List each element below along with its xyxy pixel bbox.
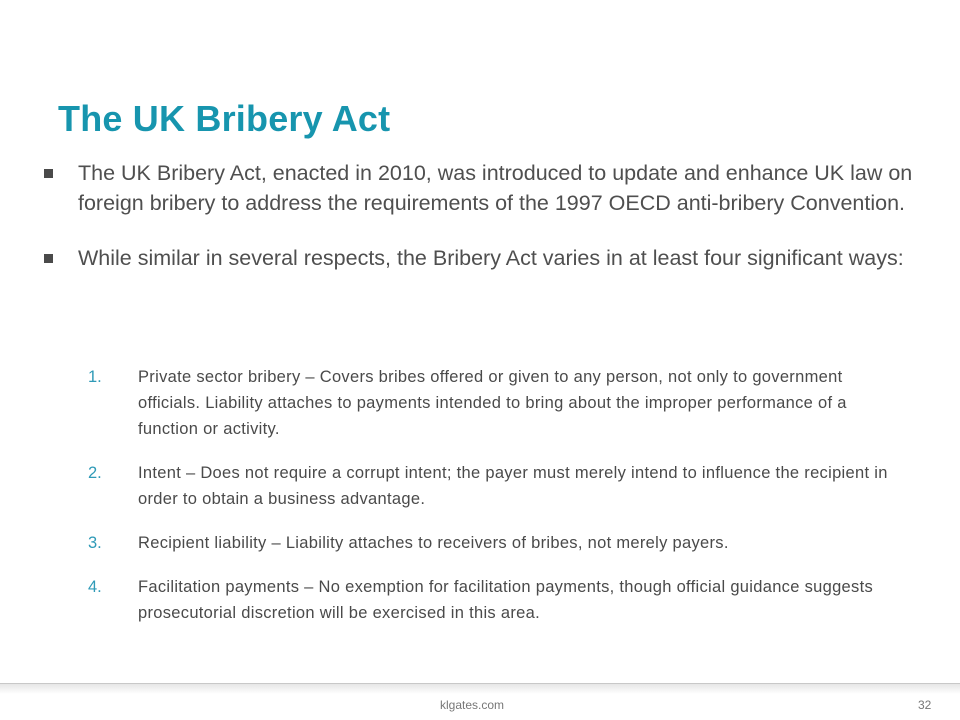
numbered-list bbox=[88, 364, 888, 626]
list-number: 1. bbox=[88, 368, 102, 386]
list-number: 4. bbox=[88, 578, 102, 596]
bullet-text: While similar in several respects, the Bribery Act varies in at least four significant ways: bbox=[78, 246, 904, 270]
footer-divider bbox=[0, 683, 960, 694]
list-text: Recipient liability – Liability attaches to receivers of bribes, not merely payers. bbox=[138, 534, 729, 552]
list-text: Facilitation payments – No exemption for facilitation payments, though official guidance suggests prosecutorial discretion will be exercised in this area. bbox=[138, 578, 874, 622]
bullet-item bbox=[44, 243, 924, 273]
list-item bbox=[88, 530, 888, 556]
page-number: 32 bbox=[918, 698, 932, 712]
list-item bbox=[88, 364, 888, 442]
list-item bbox=[88, 460, 888, 512]
bullet-list bbox=[44, 158, 924, 273]
bullet-item bbox=[44, 158, 924, 218]
list-text: Intent – Does not require a corrupt intent; the payer must merely intend to influence the recipient in order to obtain a business advantage. bbox=[138, 464, 888, 508]
list-number: 3. bbox=[88, 534, 102, 552]
list-text: Private sector bribery – Covers bribes offered or given to any person, not only to government officials. Liability attaches to payments intended to bring about the improper performance of a function or activity. bbox=[138, 368, 847, 438]
footer-website: klgates.com bbox=[440, 698, 505, 712]
list-number: 2. bbox=[88, 464, 102, 482]
square-bullet-icon bbox=[44, 169, 53, 178]
square-bullet-icon bbox=[44, 254, 53, 263]
slide-title: The UK Bribery Act bbox=[58, 98, 391, 139]
list-item bbox=[88, 574, 888, 626]
bullet-text: The UK Bribery Act, enacted in 2010, was introduced to update and enhance UK law on foreign bribery to address the requirements of the 1997 OECD anti-bribery Convention. bbox=[78, 161, 913, 215]
